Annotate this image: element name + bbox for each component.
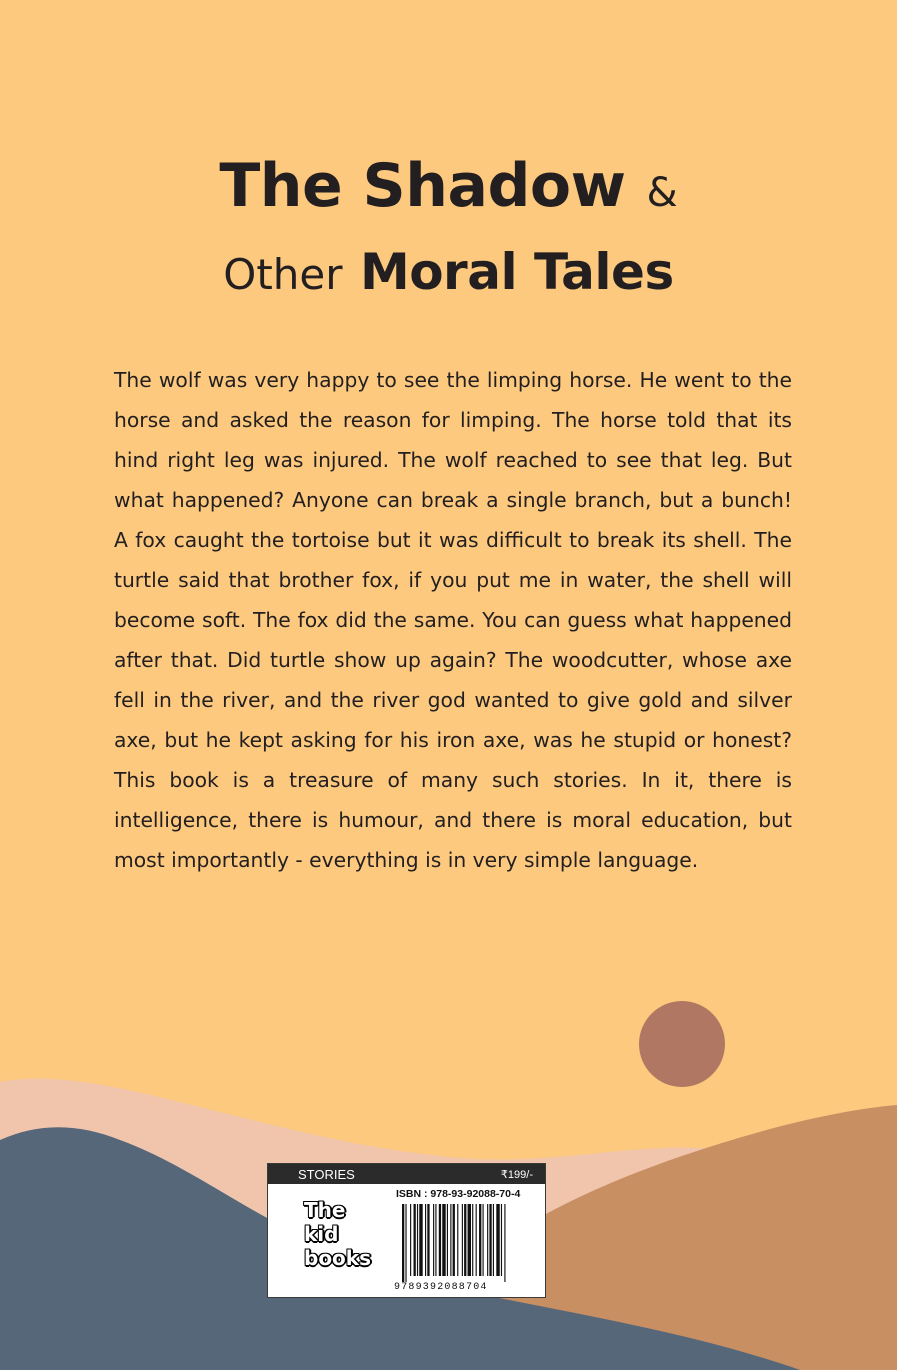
title-moral-tales: Moral Tales — [359, 243, 674, 301]
title-line-1 — [0, 150, 897, 229]
barcode-bar — [450, 1204, 451, 1276]
barcode-bar — [419, 1204, 422, 1276]
barcode-bar — [435, 1204, 436, 1276]
logo-word: kid — [304, 1222, 339, 1246]
barcode-bar — [479, 1204, 481, 1276]
barcode-image — [402, 1204, 532, 1282]
barcode-bar — [439, 1204, 441, 1276]
barcode-bar — [496, 1204, 499, 1276]
barcode-bar — [464, 1204, 466, 1276]
barcode-bar — [483, 1204, 484, 1276]
back-cover-blurb: The wolf was very happy to see the limping horse. He went to the horse and asked the reason for limping. The horse told that its hind right leg was injured. The wolf reached to see that leg. But what happened? Anyone can break a single branch, but a bunch! A fox caught the tortoise but it was difficult to break its shell. The turtle said that brother fox, if you put me in water, the shell will become soft. The fox did the same. You can guess what happened after that. Did turtle show up again? The woodcutter, whose axe fell in the river, and the river god wanted to give gold and silver axe, but he kept asking for his iron axe, was he stupid or honest? This book is a treasure of many such stories. In it, there is intelligence, there is humour, and there is moral education, but most importantly - everything is in very simple language. — [114, 368, 792, 872]
barcode-bar — [433, 1204, 434, 1276]
barcode-bar — [410, 1204, 411, 1276]
sun-circle — [639, 1001, 725, 1087]
barcode-bar — [427, 1204, 429, 1276]
barcode-bar — [472, 1204, 473, 1276]
barcode-header — [268, 1164, 545, 1184]
barcode-panel — [267, 1163, 546, 1298]
barcode-digits: 9789392088704 — [394, 1282, 488, 1293]
title-line-2 — [0, 236, 897, 311]
barcode-bar — [417, 1204, 418, 1276]
barcode-bar — [504, 1204, 505, 1282]
publisher-logo — [304, 1198, 372, 1270]
title-other: Other — [223, 250, 343, 299]
barcode-bar — [457, 1204, 458, 1276]
title-ampersand: & — [646, 170, 678, 216]
barcode-bar — [442, 1204, 445, 1276]
barcode-bar — [405, 1204, 406, 1282]
barcode-bar — [493, 1204, 494, 1276]
title-main: The Shadow — [219, 151, 626, 221]
isbn-label: ISBN : 978-93-92088-70-4 — [396, 1188, 521, 1200]
barcode-bar — [501, 1204, 502, 1276]
barcode-bar — [447, 1204, 448, 1276]
logo-word: books — [304, 1246, 372, 1270]
barcode-bar — [414, 1204, 416, 1276]
logo-word: The — [304, 1198, 346, 1222]
barcode-bar — [425, 1204, 426, 1276]
barcode-bar — [476, 1204, 477, 1276]
barcode-bar — [462, 1204, 463, 1276]
barcode-bar — [489, 1204, 491, 1276]
barcode-bar — [468, 1204, 471, 1276]
barcode-bar — [402, 1204, 404, 1282]
price-label: ₹199/- — [500, 1168, 533, 1181]
barcode-bar — [487, 1204, 488, 1276]
barcode-bar — [453, 1204, 455, 1276]
category-label: STORIES — [298, 1166, 355, 1182]
